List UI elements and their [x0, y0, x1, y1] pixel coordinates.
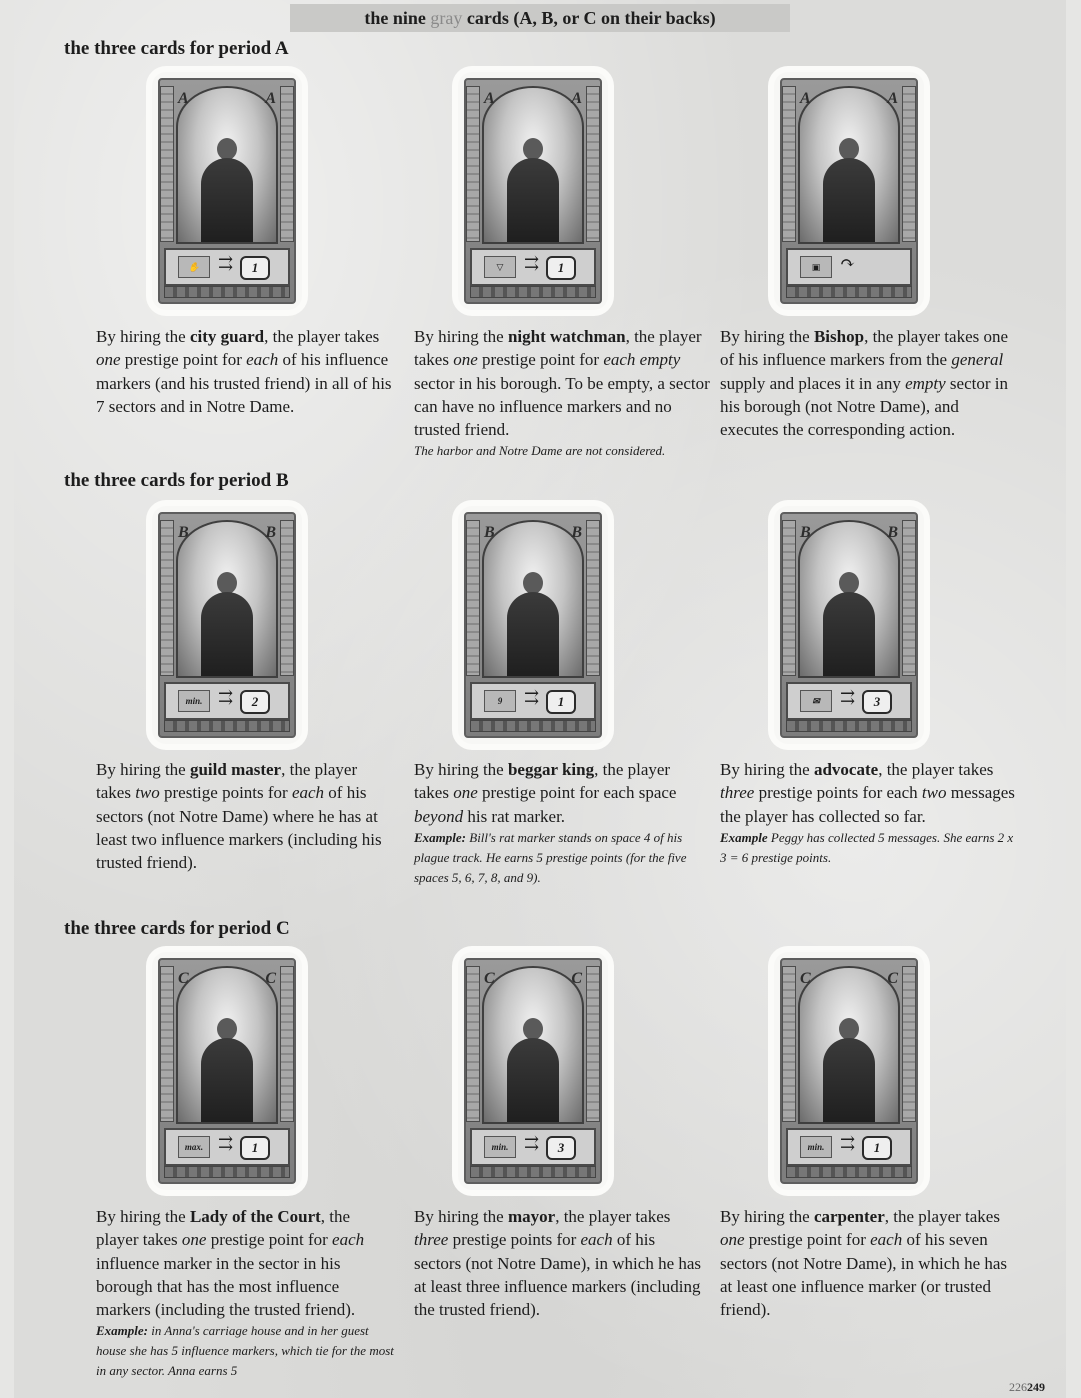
section-title-period-c: the three cards for period C [64, 918, 290, 939]
card-points: 1 [546, 690, 576, 714]
arrows-icon: ⇉ [218, 687, 230, 707]
arrows-icon: ⇉ [524, 1133, 536, 1153]
card-action-symbol: 9 [484, 690, 516, 712]
card-description-bishop: By hiring the Bishop, the player takes one of his influence markers from the general supply and places it in any empty sector in his borough (not Notre Dame), and executes the corresponding action. [720, 327, 1009, 440]
card-period-letter: A [571, 90, 582, 107]
card-period-letter: B [571, 524, 582, 541]
page-banner [290, 4, 790, 32]
card-description-advocate: By hiring the advocate, the player takes three prestige points for each two messages the player has collected so far. Example Peggy has collected 5 messages. She earns 2 x 3 = 6 prestige points. [720, 758, 1020, 868]
card-description-beggar-king: By hiring the beggar king, the player takes one prestige point for each space beyond his rat marker. Example: Bill's rat marker stands on space 4 of his plague track. He earns 5 prestige points (for the five spaces 5, 6, 7, 8, and 9). [414, 758, 694, 888]
section-title-period-a: the three cards for period A [64, 38, 289, 59]
arrows-icon: ⇉ [218, 253, 230, 273]
card-description-night-watchman: By hiring the night watchman, the player takes one prestige point for each empty sector in his borough. To be empty, a sector can have no influence markers and no trusted friend. The harbor and Notre Dame are not considered. [414, 325, 714, 461]
card-description-mayor: By hiring the mayor, the player takes three prestige points for each of his sectors (not Notre Dame), in which he has at least three influence markers (including the trusted friend). [414, 1207, 702, 1320]
card-action-symbol: ▽ [484, 256, 516, 278]
card-guild-master [152, 506, 302, 744]
card-points: 1 [240, 256, 270, 280]
card-description-guild-master: By hiring the guild master, the player takes two prestige points for each of his sectors (not Notre Dame) where he has at least two influence markers (including his trusted friend). [96, 760, 382, 873]
banner-post: cards (A, B, or C on their backs) [466, 8, 716, 28]
arrows-icon: ⇉ [218, 1133, 230, 1153]
card-mayor [458, 952, 608, 1190]
card-action-symbol: max. [178, 1136, 210, 1158]
card-period-letter: C [178, 970, 189, 987]
card-period-letter: B [484, 524, 495, 541]
arrows-icon: ⇉ [524, 687, 536, 707]
arrows-icon: ⇉ [840, 1133, 852, 1153]
card-period-letter: C [800, 970, 811, 987]
card-period-letter: B [178, 524, 189, 541]
card-period-letter: A [484, 90, 495, 107]
section-title-period-b: the three cards for period B [64, 470, 289, 491]
card-period-letter: C [265, 970, 276, 987]
page-number: 226249 [1009, 1380, 1045, 1394]
card-points: 1 [546, 256, 576, 280]
curved-arrow-icon: ↷ [840, 253, 852, 273]
card-action-symbol: min. [800, 1136, 832, 1158]
card-lady-of-the-court [152, 952, 302, 1190]
card-points: 3 [546, 1136, 576, 1160]
card-bishop [774, 72, 924, 310]
card-period-letter: C [571, 970, 582, 987]
card-points: 1 [240, 1136, 270, 1160]
arrows-icon: ⇉ [524, 253, 536, 273]
card-period-letter: A [887, 90, 898, 107]
card-advocate [774, 506, 924, 744]
card-action-symbol: ✋ [178, 256, 210, 278]
card-night-watchman [458, 72, 608, 310]
card-points: 1 [862, 1136, 892, 1160]
card-period-letter: A [178, 90, 189, 107]
card-action-symbol: ▣ [800, 256, 832, 278]
card-illustration [482, 966, 584, 1124]
card-illustration [176, 966, 278, 1124]
card-illustration [798, 966, 900, 1124]
card-beggar-king [458, 506, 608, 744]
card-note: The harbor and Notre Dame are not considered. [414, 443, 666, 459]
card-note: Example Peggy has collected 5 messages. She earns 2 x 3 = 6 prestige points. [720, 829, 1014, 865]
arrows-icon: ⇉ [840, 687, 852, 707]
card-period-letter: C [484, 970, 495, 987]
card-points: 2 [240, 690, 270, 714]
card-illustration [176, 520, 278, 678]
banner-gray-word: gray [430, 8, 463, 28]
card-city-guard [152, 72, 302, 310]
card-period-letter: A [800, 90, 811, 107]
card-description-lady-of-the-court: By hiring the Lady of the Court, the player takes one prestige point for each influence marker in the sector in his borough that has the most influence markers (including the trusted friend). Example: in Anna's carriage house and in her guest house she has 5 influence markers, which tie for the most in any sector. Anna earns 5 [96, 1205, 396, 1381]
card-illustration [176, 86, 278, 244]
banner-pre: the nine [364, 8, 426, 28]
card-illustration [798, 520, 900, 678]
card-action-symbol: ✉ [800, 690, 832, 712]
card-period-letter: B [800, 524, 811, 541]
card-action-symbol: min. [178, 690, 210, 712]
card-note: Example: in Anna's carriage house and in her guest house she has 5 influence markers, which tie for the most in any sector. Anna earns 5 [96, 1323, 394, 1379]
card-period-letter: B [265, 524, 276, 541]
card-illustration [798, 86, 900, 244]
card-description-city-guard: By hiring the city guard, the player takes one prestige point for each of his influence markers (and his trusted friend) in all of his 7 sectors and in Notre Dame. [96, 327, 392, 416]
card-carpenter [774, 952, 924, 1190]
card-period-letter: B [887, 524, 898, 541]
card-illustration [482, 86, 584, 244]
card-action-symbol: min. [484, 1136, 516, 1158]
card-period-letter: C [887, 970, 898, 987]
card-points: 3 [862, 690, 892, 714]
card-period-letter: A [265, 90, 276, 107]
card-illustration [482, 520, 584, 678]
card-note: Example: Bill's rat marker stands on space 4 of his plague track. He earns 5 prestige points (for the five spaces 5, 6, 7, 8, and 9). [414, 829, 687, 885]
card-description-carpenter: By hiring the carpenter, the player takes one prestige point for each of his seven sectors (not Notre Dame), in which he has at least one influence marker (or trusted friend). [720, 1207, 1008, 1320]
